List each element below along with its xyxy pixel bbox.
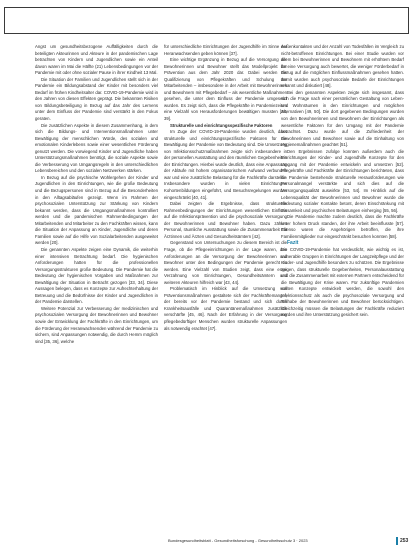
- section-title-fazit: Fazit: [287, 240, 299, 247]
- footer-journal: Bundesgesundheitsblatt - Gesundheitsforschung - Gesundheitsschutz 3 · 2023: [168, 538, 308, 543]
- text-column-3: [281, 44, 404, 319]
- paragraph: Bei den genannten Aspekten zeigte sich insgesamt, dass sich die Frage nach einer persönlichen Gestaltung von Leben- und Wohnräumen in den Einrichtungen und möglichen Alternativen [49, 50]. Die dort gegebenen Bedingungen wurden von den Bewohnerinnen und Bewohnern der Einrichtungen als wesentliche Faktoren für den Umgang mit der Pandemie betrachtet. Dazu wurde auf die Zufriedenheit der Bewohnerinnen und Bewohner sowie auf die Einhaltung von Hygienemaßnahmen geachtet [51].: [281, 89, 404, 148]
- text-column-1: [35, 44, 158, 345]
- paragraph: Die genannten Aspekte zeigen eine Dynamik, die weiterhin einer intensiven Betrachtung bedarf. Die hygienischen Anforderungen hatten für die professionellen Versorgungsstrukturen große Bedeutung. Die Pandemie hat die Bedeutung der hygienischen Vorgaben und Maßnahmen zur Bewältigung der Situation in Betracht gezogen [33, 34]. Diese Aussagen belegen, dass es Konzepte zur Aufrechterhaltung der Betreuung und die Bedürfnisse der Kinder und Jugendlichen in der Pandemie darstellen.: [35, 246, 158, 305]
- paragraph: Dabei zeigten die Ergebnisse, dass strukturelle Rahmenbedingungen der Einrichtungen wesentlichen Einfluss auf die Infektionsprävention und die psychosoziale Versorgung der Bewohnerinnen und Bewohner haben. Dazu zählen Personal, räumliche Ausstattung sowie die Zusammenarbeit mit Ärztinnen und Ärzten und Gesundheitsämtern [42].: [164, 201, 287, 239]
- paragraph: Den Ergebnissen zufolge konnten außerdem auch die Einrichtungen der Kinder- und Jugendhilfe Konzepte für den Umgang mit der Pandemie entwickeln und umsetzen [52]. Pflegekräfte und Fachkräfte der Einrichtungen berichteten, dass die Pandemie bestehende strukturelle Herausforderungen wie Personalmangel verstärkte und sich dies auf die Versorgungsqualität auswirkte [53, 54]. Im Hinblick auf die Lebensqualität der Bewohnerinnen und Bewohner wurde die Bedeutung sozialer Kontakte betont, deren Einschränkung mit Einsamkeit und psychischen Belastungen einherging [55, 56].: [281, 148, 404, 213]
- paragraph: Die COVID-19-Pandemie hat verdeutlicht, wie wichtig es ist, vulnerable Gruppen in Einrichtungen der Langzeitpflege und der Kinder- und Jugendhilfe besonders zu schützen. Die Ergebnisse zeigen, dass strukturelle Gegebenheiten, Personalausstattung und die Zusammenarbeit mit externen Partnern entscheidend für die Bewältigung der Krise waren. Für zukünftige Pandemien sollten Konzepte entwickelt werden, die sowohl den Infektionsschutz als auch die psychosoziale Versorgung und Teilhabe der Bewohnerinnen und Bewohner berücksichtigen. Gleichzeitig müssen die Belastungen der Fachkräfte reduziert werden und ihre Unterstützung gesichert sein.: [281, 246, 404, 318]
- paragraph: Im Zuge der COVID-19-Pandemie wurden deutlich, dass strukturelle und einrichtungsspezifische Faktoren für die Bewältigung der Pandemie von Bedeutung sind. Die Umsetzung von Infektionsschutzmaßnahmen zeigte sich insbesondere in der personellen Ausstattung und den räumlichen Gegebenheiten der Einrichtungen. Hierbei wurde deutlich, dass eine Anpassung der Abläufe mit hohem organisatorischem Aufwand verbunden war und eine zusätzliche Belastung für die Fachkräfte darstellte. Insbesondere wurden in vielen Einrichtungen Kohortenbildungen eingeführt, und Besuchsregelungen wurden eingeschränkt [40, 41].: [164, 129, 287, 200]
- paragraph: Angst um gesundheitsbezogene Auffälligkeiten durch die beteiligten Akteurinnen und Akteure in der pandemischen Lage betrachten von Kindern und Jugendlichen sowie ein Anteil davon waren im Mai die Hälfte (21) Lebensbedingungen vor der Pandemie mit oder ohne sozialer Pause in ihrer Kindheit 13 Mal.: [35, 44, 158, 76]
- footer-divider: [396, 537, 398, 545]
- paragraph: Problematisch im Hinblick auf die Umsetzung von Präventionsmaßnahmen gestaltete sich der Fachkräftemangel, der bereits vor der Pandemie bestand und sich durch Krankheitsausfälle und Quarantänemaßnahmen zusätzlich verschärfte [45, 46]. Nach der Erfahrung in der Versorgung pflegebedürftiger Menschen wurden strukturelle Anpassungen als notwendig erachtet [47].: [164, 286, 287, 331]
- page-number: 253: [400, 538, 409, 544]
- page-footer: [164, 537, 409, 545]
- paragraph: Die Pandemie machte zudem deutlich, dass die Fachkräfte unter hohem Druck standen, der ihre Arbeit beeinflusste [57]. Ebenso waren die Angehörigen betroffen, die ihre Familienmitglieder nur eingeschränkt besuchen konnten [58].: [281, 214, 404, 239]
- header-box: [4, 7, 409, 34]
- paragraph: Gegenstand von Untersuchungen zu diesem Bereich ist die Frage, ob die Pflegeeinrichtungen in der Lage waren, den Anforderungen an die Versorgung der Bewohnerinnen und Bewohner unter den Bedingungen der Pandemie gerecht zu werden. Eine Vielzahl von Studien zeigt, dass eine enge Verzahnung von Einrichtungen, Gesundheitsämtern und weiteren Akteuren hilfreich war [43, 44].: [164, 240, 287, 285]
- paragraph: Die Situation der Familien und Jugendlichen stellt sich in der Pandemie ein Bildungsabstand der Kinder mit besonders viel Bedarf im frühen Kindheitsalter dar. COVID-19-Pandemie wird in den Jahren von diesen Effekten geprägt. Die bekannten Risiken von Bildungsbeteiligung in Bezug auf das Jahr des Lernens unter dem Einfluss der Pandemie sind verstärkt in den Fokus geraten.: [35, 76, 158, 122]
- paragraph: Die zusätzlichen Aspekte in diesem Zusammenhang, in dem sich die Bildungs- und Interventionsmaßnahmen unter Bewältigung der menschlichen Würde, des sozialen und emotionalen Kinderlebens sowie einer wesentlichen Förderung genutzt werden. Die vorwiegend Kinder und Jugendliche haben Unterstützungsmaßnahmen benötigt, die soziale Aspekte sowie die Verbesserung von Umgangsregeln in den unterschiedlichen Lebensbereichen und den sozialen Netzwerken stärken.: [35, 122, 158, 174]
- paragraph: Außenkontakten und der Anzahl von Todesfällen im Vergleich zu nicht-betroffenen Einrichtungen. Bei einer Studie wurden vor allem bei Bewohnerinnen und Bewohnern mit erhöhtem Bedarf für eine Versorgung auch bewertet, die weniger Förderbedarf in Bezug auf die möglichen Einflussmaßnahmen gesehen hatten. Somit wurden auch psychosoziale Bedarfe der Einrichtungen erkannt und diskutiert [48].: [281, 44, 404, 89]
- paragraph: für unterschiedliche Einrichtungen der Jugendhilfe im Sinne der Heranwachsenden geben können [37].: [164, 44, 287, 56]
- paragraph: Weitere Potenzial zur Verbesserung der medizinischen und psychosozialen Versorgung der Bewohnerinnen und Bewohner sowie der Entwicklung der Fachkräfte in den Einrichtungen, um die Förderung der Heranwachsenden während der Pandemie zu sichern, sind Anpassungen notwendig, die durch Hemm möglich sind [35, 36], welche: [35, 305, 158, 344]
- paragraph: In Bezug auf die psychische Wohlergehen der Kinder und Jugendlichen in den Einrichtungen, wie die große Bedeutung und die Bezugspersonen sind in Bezug auf die Besonderheiten in den Alltagsabläufen gezeigt. Wenn im Rahmen der psychosozialen Unterstützung zur Stärkung von Kindern bekannt werden, dass die Umgangsmaßnahmen kontrolliert werden und die pandemischen Rahmenbedingungen der Mitarbeitenden und Mitarbeiter zu den Fachkräften wissen, kann die Situation der Anpassung an Kinder, Jugendliche und deren Familien sowie auf die Hilfe von Sozialarbeitenden ausgeweitet werden [20].: [35, 174, 158, 246]
- paragraph: Eine wichtige Ergänzung in Bezug auf die Versorgung der Bewohnerinnen und Bewohner stellt das Modellprojekt der Prävention aus dem Jahr 2020 dar. Dabei werden die Qualifizierung von Pflegekräften und Schulung der Mitarbeitenden – insbesondere in der Arbeit mit Bewohnerinnen und Bewohnern mit Pflegebedarf – als wesentliche Maßnahmen gesehen, die unter dem Einfluss der Pandemie umgesetzt wurden. Es zeigt sich, dass die Pflegekräfte in Pandemiezeiten eine Vielzahl von Herausforderungen bewältigen mussten [38, 39].: [164, 57, 287, 122]
- section-heading: Strukturelle und einrichtungsspezifische Faktoren: [170, 122, 273, 128]
- text-column-2: [164, 44, 287, 332]
